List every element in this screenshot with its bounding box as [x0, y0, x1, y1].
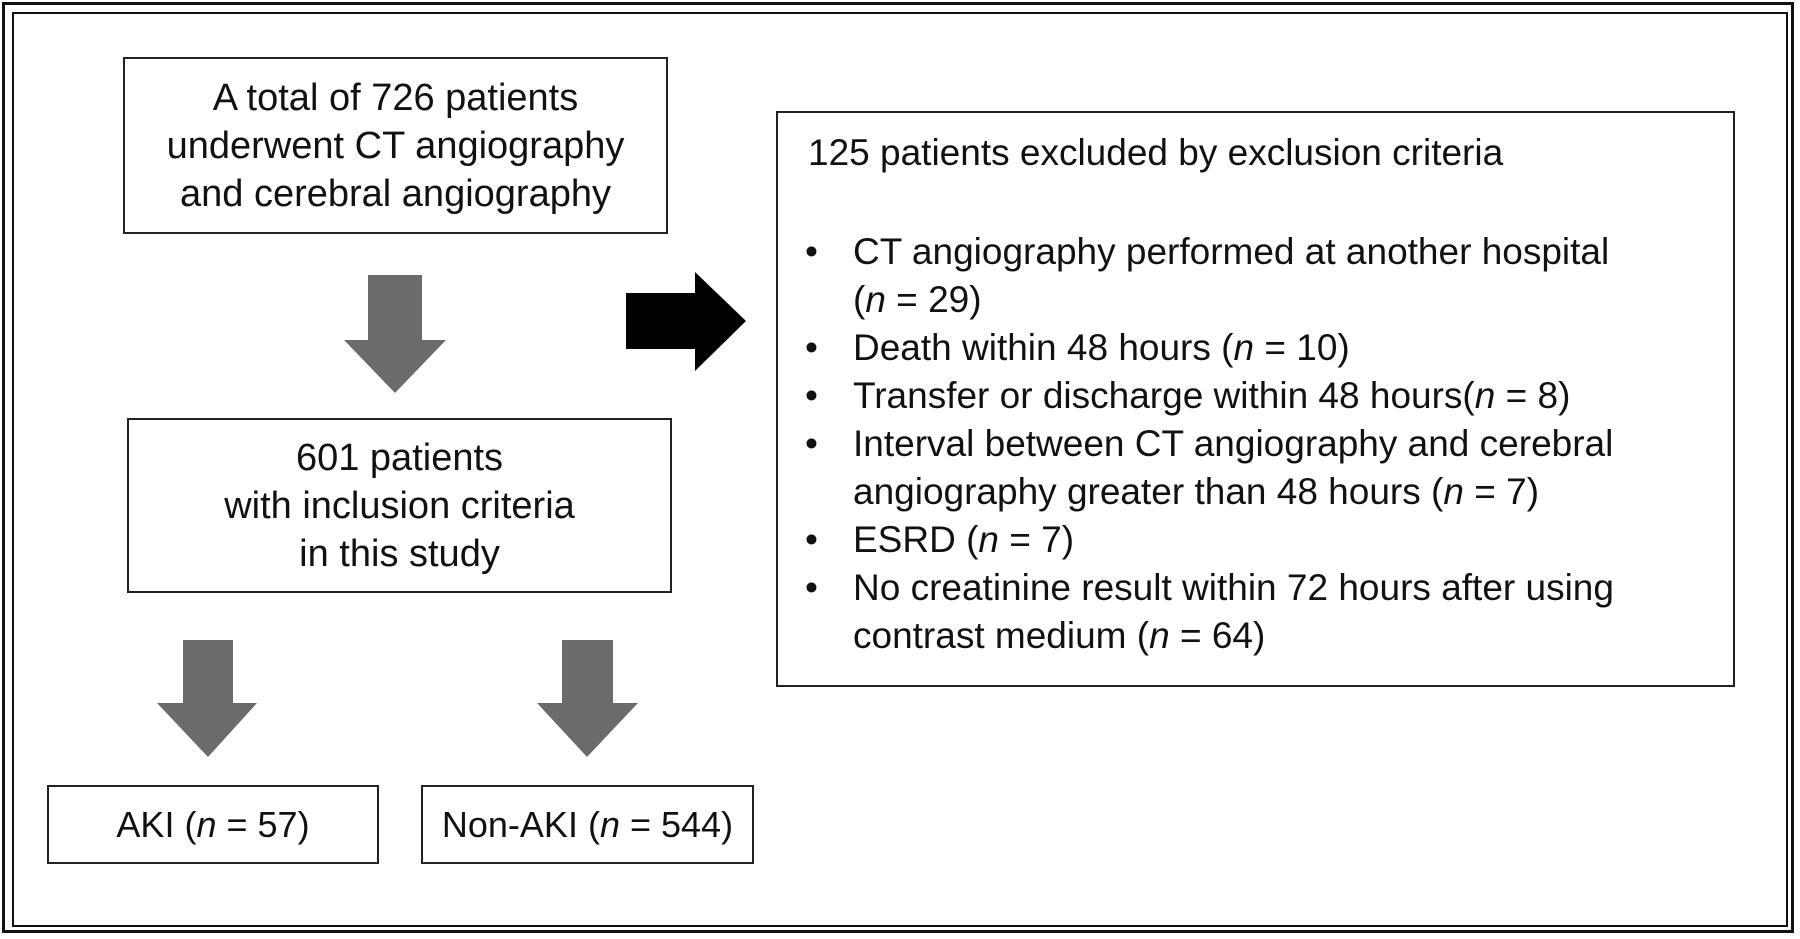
bullet-marker: •: [805, 231, 818, 272]
non-aki-box: Non-AKI ( n = 544 ): [421, 785, 754, 864]
non-aki-n-symbol: n: [599, 803, 620, 845]
exclusion-item: • Death within 48 hours (n = 10): [805, 324, 1685, 372]
included-patients-line-2: with inclusion criteria: [224, 484, 575, 527]
n-symbol: n: [1233, 327, 1255, 368]
exclusion-item-text: Transfer or discharge within 48 hours: [853, 375, 1463, 416]
aki-box: AKI ( n = 57 ): [47, 785, 379, 864]
aki-count: 57: [257, 803, 298, 845]
total-patients-line-1: A total of 726 patients: [212, 76, 579, 119]
exclusion-item-text: CT angiography performed at another hospital: [853, 231, 1610, 272]
aki-label: AKI: [116, 803, 175, 845]
exclusion-item-count: 7: [1506, 471, 1527, 512]
right-arrow-icon: [626, 272, 746, 371]
exclusion-item: • CT angiography performed at another hospital (n = 29): [805, 228, 1685, 324]
n-symbol: n: [1149, 615, 1170, 656]
down-arrow-icon: [537, 640, 638, 757]
exclusion-item-count: 8: [1537, 375, 1559, 416]
total-patients-line-3: and cerebral angiography: [180, 172, 611, 215]
exclusion-item-count: 29: [928, 279, 970, 320]
n-symbol: n: [1443, 471, 1464, 512]
exclusion-item: • No creatinine result within 72 hours after using contrast medium (n = 64): [805, 564, 1685, 660]
down-arrow-icon: [157, 640, 257, 757]
bullet-marker: •: [805, 423, 818, 464]
total-patients-line-2: underwent CT angiography: [166, 124, 625, 167]
down-arrow-icon: [344, 275, 446, 393]
exclusion-item-count: 64: [1211, 615, 1254, 656]
included-patients-line-1: 601 patients: [295, 436, 504, 479]
exclusion-title: 125 patients excluded by exclusion criteria: [808, 132, 1504, 173]
exclusion-item-text: Death within 48 hours: [853, 327, 1211, 368]
non-aki-label: Non-AKI: [441, 803, 578, 845]
exclusion-item-text: Interval between CT angiography and cerebral angiography greater than 48 hours: [853, 423, 1614, 512]
n-symbol: n: [1474, 375, 1496, 416]
exclusion-item: • Interval between CT angiography and cerebral angiography greater than 48 hours (n = 7): [805, 420, 1685, 516]
bullet-marker: •: [805, 375, 818, 416]
non-aki-count: 544: [661, 803, 722, 845]
exclusion-item-text: No creatinine result within 72 hours after using contrast medium: [853, 567, 1614, 656]
exclusion-item: • Transfer or discharge within 48 hours(n = 8): [805, 372, 1685, 420]
bullet-marker: •: [805, 327, 818, 368]
bullet-marker: •: [805, 567, 818, 608]
exclusion-item-text: ESRD: [853, 519, 956, 560]
exclusion-item: • ESRD (n = 7): [805, 516, 1685, 564]
exclusion-item-count: 10: [1296, 327, 1338, 368]
included-patients-line-3: in this study: [299, 532, 500, 575]
aki-n-symbol: n: [196, 803, 217, 845]
n-symbol: n: [978, 519, 999, 560]
n-symbol: n: [865, 279, 886, 320]
bullet-marker: •: [805, 519, 818, 560]
exclusion-item-count: 7: [1041, 519, 1062, 560]
